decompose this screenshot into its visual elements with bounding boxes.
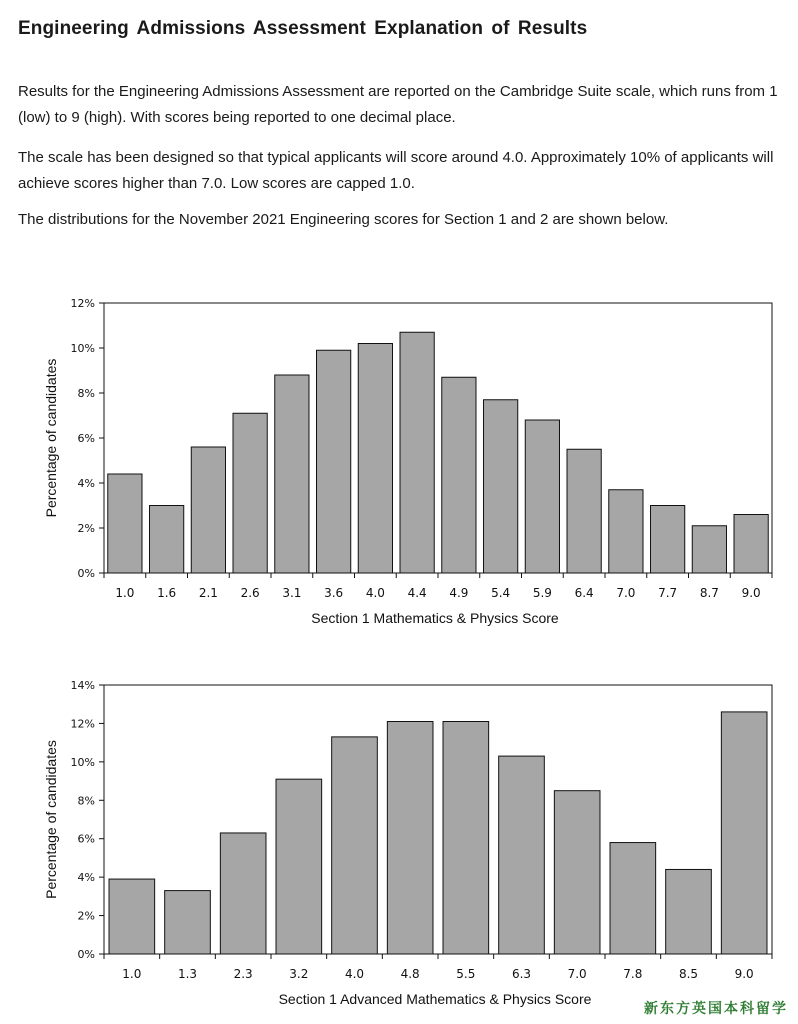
x-tick-label: 7.7 xyxy=(658,586,678,600)
y-tick-label: 8% xyxy=(77,794,95,808)
bar-1.0 xyxy=(109,879,155,954)
x-tick-label: 1.0 xyxy=(115,586,135,600)
x-axis-label: Section 1 Advanced Mathematics & Physics Score xyxy=(278,991,592,1007)
x-tick-label: 7.0 xyxy=(616,586,636,600)
bar-1.0 xyxy=(108,474,142,573)
section1-maths-physics-chart xyxy=(0,290,798,640)
bar-6.3 xyxy=(499,756,545,954)
y-axis-label: Percentage of candidates xyxy=(43,740,59,899)
x-tick-label: 8.7 xyxy=(699,586,719,600)
bar-4.0 xyxy=(332,737,378,954)
intro-paragraph-typical-score: The scale has been designed so that typical applicants will score around 4.0. Approximately 10% of applicants will achieve scores higher than 7.0. Low scores are capped 1.0. xyxy=(18,149,774,192)
x-tick-label: 9.0 xyxy=(741,586,761,600)
x-tick-label: 2.6 xyxy=(240,586,260,600)
x-axis-label: Section 1 Mathematics & Physics Score xyxy=(311,610,559,626)
bar-4.9 xyxy=(442,377,476,573)
x-tick-label: 4.9 xyxy=(449,586,469,600)
x-tick-label: 8.5 xyxy=(678,967,699,981)
bar-7.8 xyxy=(610,843,656,954)
bar-4.4 xyxy=(400,332,434,573)
x-tick-label: 7.0 xyxy=(567,967,587,981)
y-tick-label: 4% xyxy=(77,871,95,885)
bar-5.5 xyxy=(443,722,489,954)
bar-3.2 xyxy=(276,779,322,954)
y-tick-label: 0% xyxy=(77,948,95,961)
bar-7.0 xyxy=(554,791,600,954)
x-tick-label: 7.8 xyxy=(623,967,643,981)
x-tick-label: 3.1 xyxy=(282,586,302,600)
x-tick-label: 6.4 xyxy=(574,586,594,600)
x-tick-label: 1.0 xyxy=(122,967,142,981)
bar-6.4 xyxy=(567,449,601,573)
x-tick-label: 1.3 xyxy=(177,967,198,981)
y-tick-label: 6% xyxy=(77,432,95,445)
bar-2.6 xyxy=(233,413,267,573)
bar-7.7 xyxy=(651,506,685,574)
bar-2.3 xyxy=(220,833,266,954)
x-tick-label: 2.1 xyxy=(198,586,218,600)
bar-5.9 xyxy=(525,420,559,573)
x-tick-label: 4.0 xyxy=(344,967,365,981)
x-tick-label: 5.9 xyxy=(532,586,552,600)
y-tick-label: 12% xyxy=(70,297,95,310)
x-tick-label: 3.6 xyxy=(324,586,344,600)
bar-4.8 xyxy=(387,722,433,954)
x-tick-label: 5.4 xyxy=(491,586,511,600)
intro-paragraph-distributions: The distributions for the November 2021 Engineering scores for Section 1 and 2 are shown below. xyxy=(18,211,669,228)
bar-2.1 xyxy=(191,447,225,573)
y-tick-label: 12% xyxy=(70,717,95,731)
y-tick-label: 14% xyxy=(70,679,95,692)
x-tick-label: 9.0 xyxy=(734,967,754,981)
y-tick-label: 2% xyxy=(77,522,95,535)
x-tick-label: 3.2 xyxy=(289,967,309,981)
bar-7.0 xyxy=(609,490,643,573)
bar-1.3 xyxy=(165,891,211,954)
bar-9.0 xyxy=(721,712,767,954)
watermark-text: 新东方英国本科留学 xyxy=(644,1001,788,1017)
bar-8.5 xyxy=(666,869,712,954)
y-axis-label: Percentage of candidates xyxy=(43,358,59,518)
y-tick-label: 10% xyxy=(70,755,95,769)
x-tick-label: 4.8 xyxy=(400,967,420,981)
x-tick-label: 1.6 xyxy=(157,586,177,600)
y-tick-label: 2% xyxy=(77,909,95,923)
bar-4.0 xyxy=(358,344,392,574)
intro-paragraph-scale: Results for the Engineering Admissions Assessment are reported on the Cambridge Suite scale, which runs from 1 (low) to 9 (high). With scores being reported to one decimal place. xyxy=(18,83,778,126)
y-tick-label: 8% xyxy=(77,387,95,400)
y-tick-label: 10% xyxy=(70,342,95,355)
section1-advanced-maths-physics-chart xyxy=(0,672,798,1022)
bar-3.6 xyxy=(317,350,351,573)
page-title: Engineering Admissions Assessment Explanation of Results xyxy=(18,18,588,39)
bar-5.4 xyxy=(484,400,518,573)
x-tick-label: 2.3 xyxy=(233,967,253,981)
bar-3.1 xyxy=(275,375,309,573)
x-tick-label: 5.5 xyxy=(456,967,476,981)
y-tick-label: 0% xyxy=(77,567,95,580)
x-tick-label: 4.4 xyxy=(407,586,427,600)
y-tick-label: 4% xyxy=(77,477,95,490)
bar-1.6 xyxy=(150,506,184,574)
y-tick-label: 6% xyxy=(77,832,95,846)
x-tick-label: 4.0 xyxy=(365,586,385,600)
x-tick-label: 6.3 xyxy=(511,967,532,981)
bar-9.0 xyxy=(734,515,768,574)
bar-8.7 xyxy=(692,526,726,573)
